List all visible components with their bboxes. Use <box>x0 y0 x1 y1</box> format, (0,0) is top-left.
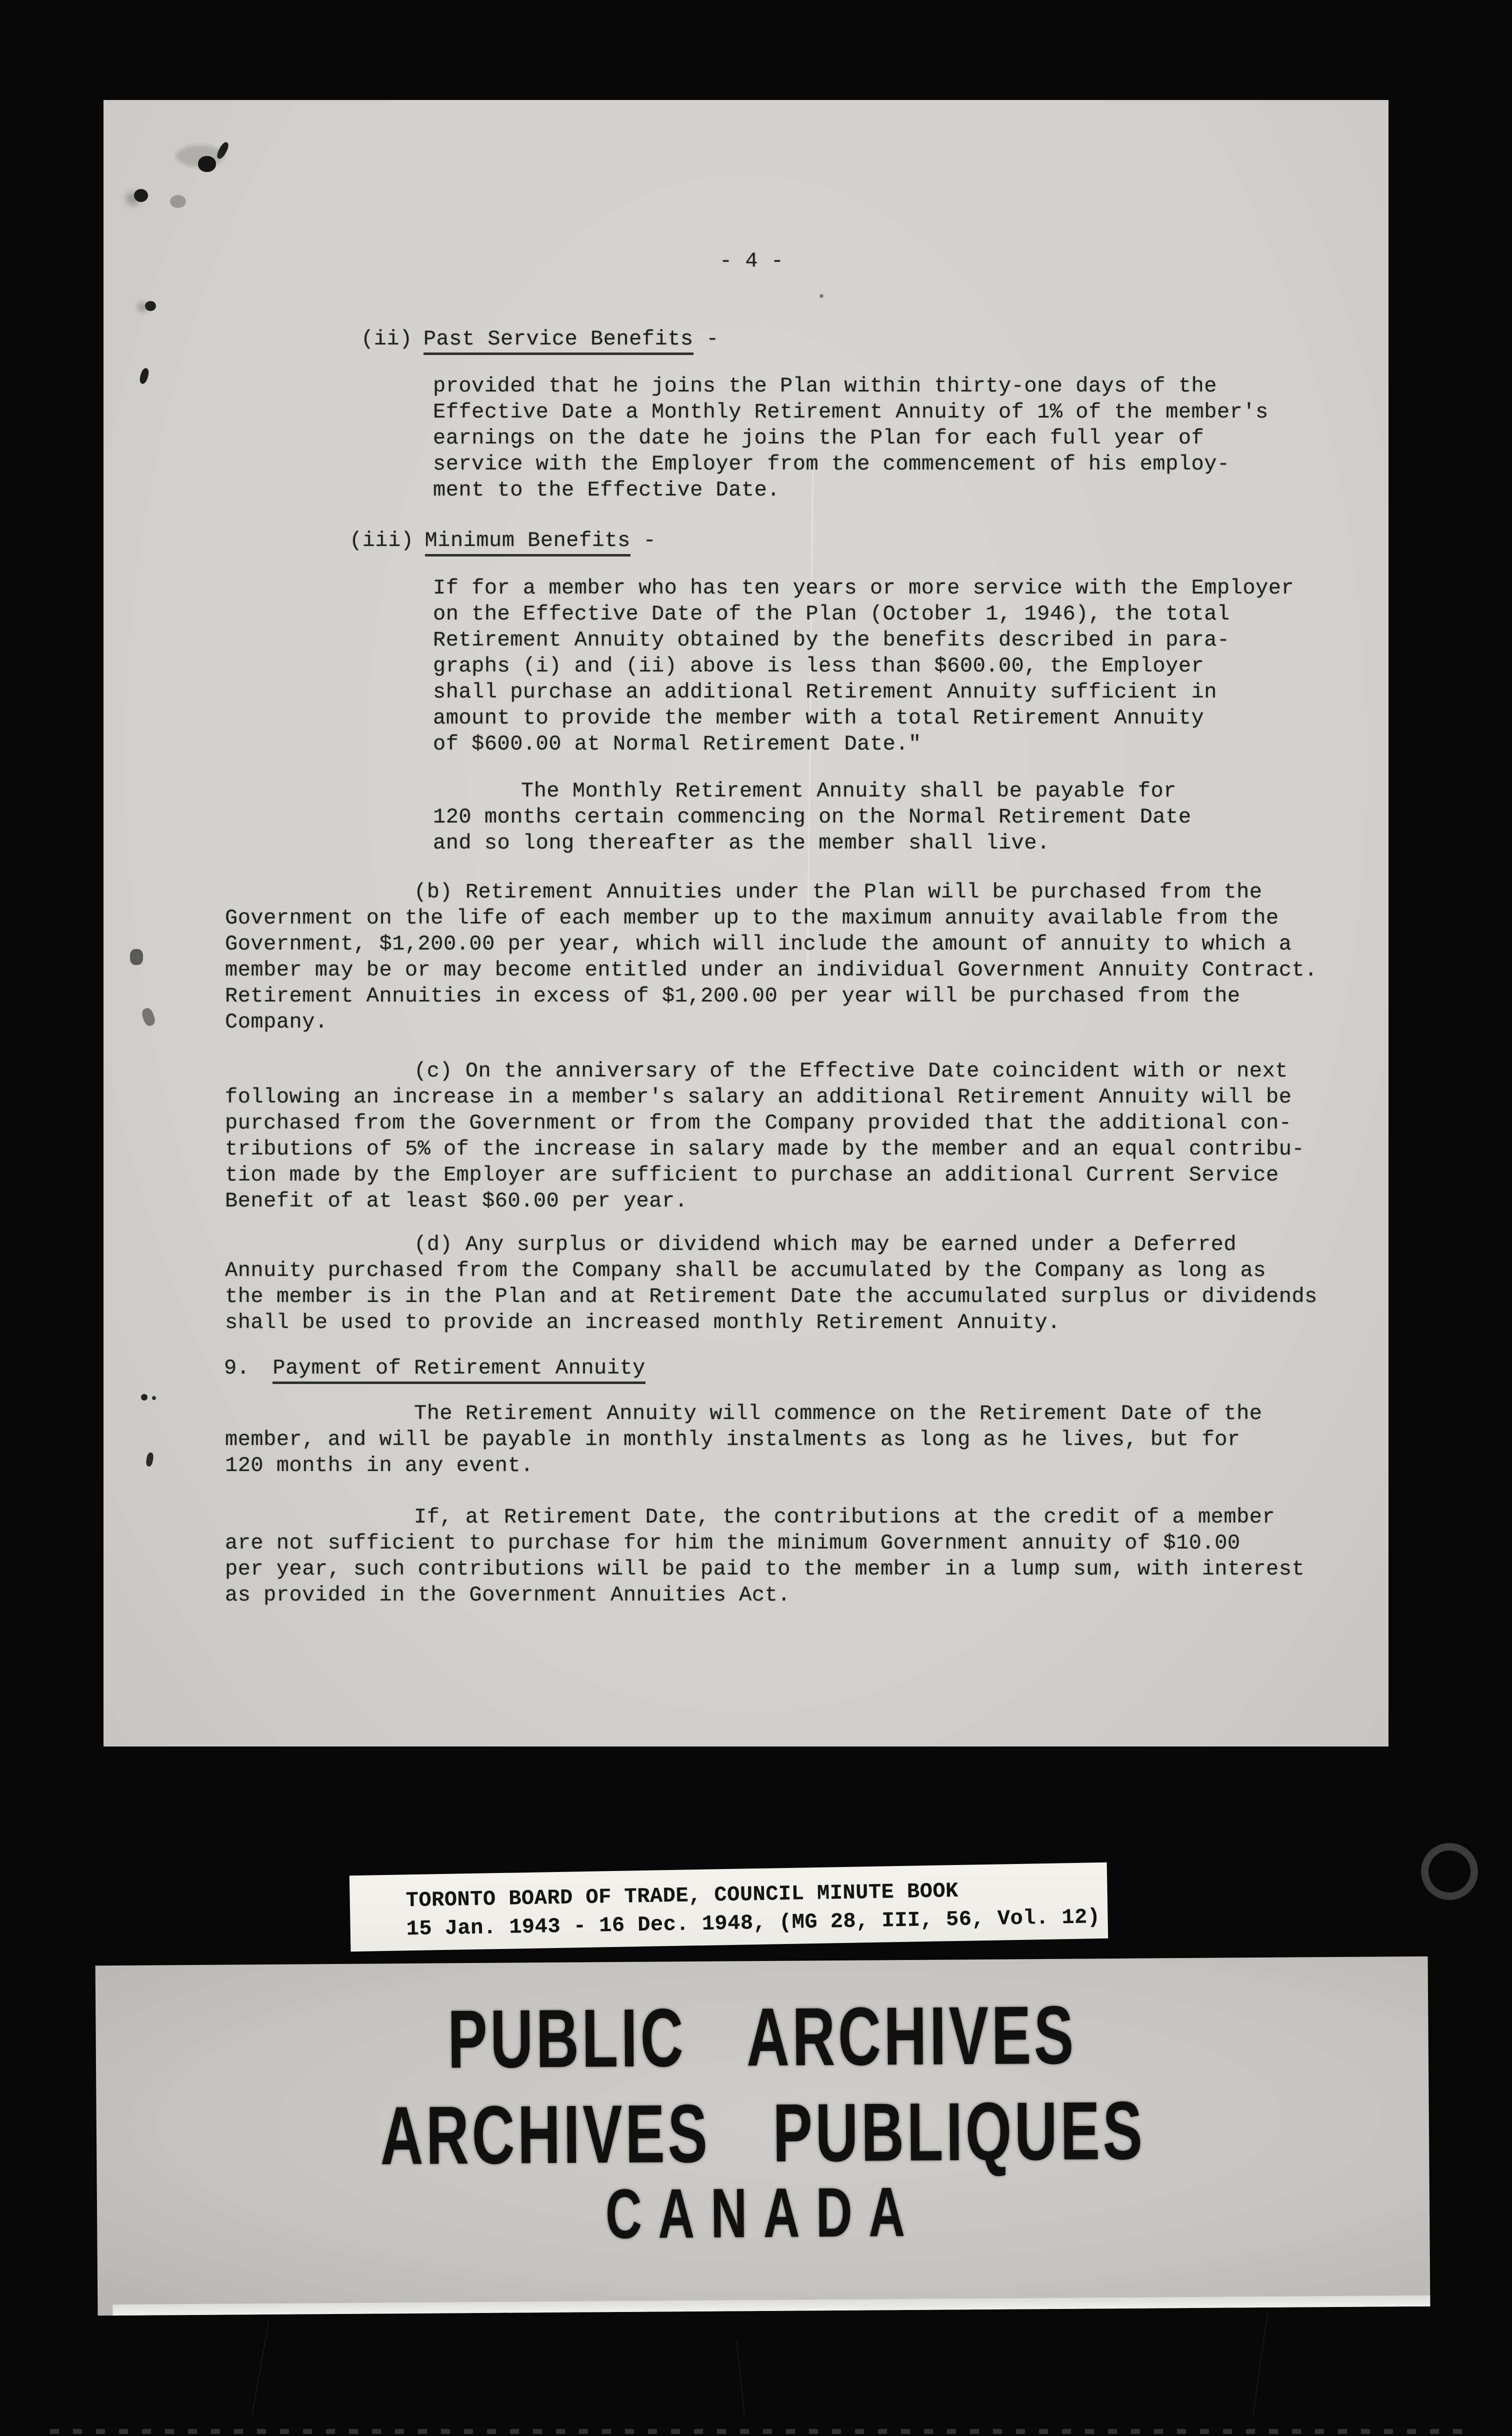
paragraph-past-service: provided that he joins the Plan within thirty-one days of the Effective Date a Monthly Retirement Annuity of 1% of the member's earnings on the date he joins the Plan for each full year of service with the Employer from the commencement of his employ- ment to the Effective Date. <box>433 374 1268 502</box>
film-scratch <box>1252 2310 1268 2414</box>
archival-reference-label <box>350 1862 1108 1952</box>
heading-past-service-benefits <box>361 326 719 352</box>
ink-dot <box>820 294 824 298</box>
paragraph-d: (d) Any surplus or dividend which may be earned under a Deferred Annuity purchased from the Company shall be accumulated by the Company as long as the member is in the Plan and at Retirement Date the accumulated surplus or dividends shall be used to provide an increased monthly Retirement Annuity. <box>225 1232 1318 1334</box>
film-ring-mark <box>1421 1843 1478 1900</box>
heading-dash: - <box>693 327 720 351</box>
heading-minimum-benefits <box>350 528 656 554</box>
label-line-2: 15 Jan. 1943 - 16 Dec. 1948, (MG 28, III, 56, Vol. 12) <box>406 1905 1100 1942</box>
heading-dash: - <box>630 528 656 552</box>
section-number: 9. <box>224 1356 250 1380</box>
label-line-1: TORONTO BOARD OF TRADE, COUNCIL MINUTE BOOK <box>406 1878 959 1913</box>
ink-smudge <box>170 195 186 208</box>
ink-smudge <box>145 301 156 311</box>
film-scratch <box>736 2340 745 2414</box>
heading-text-past-service: Past Service Benefits <box>424 327 694 355</box>
film-edge-speckle <box>50 2429 1462 2434</box>
card-bottom-edge <box>112 2296 1430 2316</box>
ink-smudge <box>134 189 148 202</box>
paragraph-minimum-benefits: If for a member who has ten years or more service with the Employer on the Effective Date of the Plan (October 1, 1946), the total Retirement Annuity obtained by the benefits described in para- graphs (i) and (ii) above is less than $600.00, the Employer shall purchase an additional Retirement Annuity sufficient in amount to provide the member with a total Retirement Annuity of $600.00 at Normal Retirement Date." <box>433 576 1294 756</box>
stamp-line-canada: CANADA <box>605 2172 922 2254</box>
page-number: - 4 - <box>720 249 784 273</box>
public-archives-stamp-card <box>96 1956 1430 2316</box>
stamp-line-archives-publiques: ARCHIVES PUBLIQUES <box>380 2084 1146 2182</box>
heading-text-payment: Payment of Retirement Annuity <box>272 1356 645 1384</box>
paragraph-9a: The Retirement Annuity will commence on the Retirement Date of the member, and will be payable in monthly instalments as long as he lives, but for 120 months in any event. <box>225 1402 1262 1478</box>
pencil-mark <box>141 1394 148 1400</box>
heading-marker-iii: (iii) <box>350 528 414 552</box>
ink-smudge <box>198 156 216 172</box>
document-page <box>104 100 1388 1746</box>
heading-marker-ii: (ii) <box>361 327 412 351</box>
film-scratch <box>252 2320 270 2414</box>
paragraph-b: (b) Retirement Annuities under the Plan will be purchased from the Government on the life of each member up to the maximum annuity available from the Government, $1,200.00 per year, which will include the amount of annuity to which a member may be or may become entitled under an individual Government Annuity Contract. Retirement Annuities in excess of $1,200.00 per year will be purchased from the Company. <box>225 880 1318 1034</box>
heading-text-minimum-benefits: Minimum Benefits <box>425 528 630 556</box>
paragraph-9b: If, at Retirement Date, the contributions at the credit of a member are not sufficient to purchase for him the minimum Government annuity of $10.00 per year, such contributions will be paid to the member in a lump sum, with interest as provided in the Government Annuities Act. <box>225 1505 1305 1607</box>
pencil-mark <box>152 1396 156 1400</box>
paragraph-monthly-annuity: The Monthly Retirement Annuity shall be payable for 120 months certain commencing on the Normal Retirement Date and so long thereafter as the member shall live. <box>433 779 1192 855</box>
stamp-line-public-archives: PUBLIC ARCHIVES <box>447 1988 1077 2086</box>
heading-payment-of-retirement-annuity <box>224 1355 646 1381</box>
paragraph-c: (c) On the anniversary of the Effective Date coincident with or next following an increase in a member's salary an additional Retirement Annuity will be purchased from the Government or from the Company provided that the additional con- tributions of 5% of the increase in salary made by the member and an equal contribu- tion made by the Employer are sufficient to purchase an additional Current Service Benefit of at least $60.00 per year. <box>225 1059 1305 1213</box>
pencil-mark <box>130 949 143 965</box>
